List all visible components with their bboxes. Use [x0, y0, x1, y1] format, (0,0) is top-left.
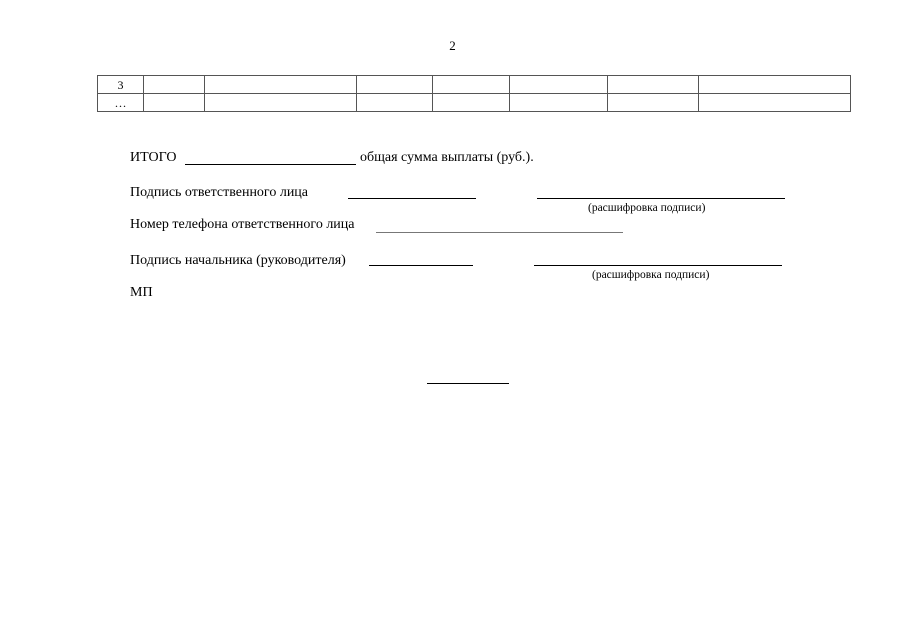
- payments-table: [97, 75, 851, 112]
- total-amount-field[interactable]: [185, 164, 356, 165]
- responsible-decoding-field[interactable]: [537, 198, 785, 199]
- responsible-signature-label: Подпись ответственного лица: [130, 185, 309, 200]
- table-cell: [205, 76, 357, 94]
- chief-signature-label: Подпись начальника (руководителя): [130, 253, 346, 268]
- table-cell: [144, 94, 205, 112]
- chief-decoding-field[interactable]: [534, 265, 782, 266]
- table-cell: [699, 76, 851, 94]
- table-cell: [144, 76, 205, 94]
- table-cell: [699, 94, 851, 112]
- table-cell: [433, 76, 510, 94]
- phone-label: Номер телефона ответственного лица: [130, 217, 355, 232]
- table-cell: [608, 94, 699, 112]
- decoding-caption: (расшифровка подписи): [592, 269, 710, 281]
- table-row: [98, 94, 851, 112]
- end-separator: [427, 383, 509, 384]
- table-cell: [205, 94, 357, 112]
- total-suffix: общая сумма выплаты (руб.).: [360, 150, 534, 165]
- stamp-label: МП: [130, 285, 153, 300]
- table-cell: [510, 94, 608, 112]
- phone-field[interactable]: [376, 232, 623, 233]
- table-cell: 3: [98, 76, 144, 94]
- page-number: 2: [449, 38, 456, 53]
- table-cell: [433, 94, 510, 112]
- table-cell: [608, 76, 699, 94]
- table-cell: …: [98, 94, 144, 112]
- table-cell: [510, 76, 608, 94]
- table-row: [98, 76, 851, 94]
- chief-signature-field[interactable]: [369, 265, 473, 266]
- table-cell: [357, 76, 433, 94]
- responsible-signature-field[interactable]: [348, 198, 476, 199]
- decoding-caption: (расшифровка подписи): [588, 202, 706, 214]
- table-cell: [357, 94, 433, 112]
- total-label: ИТОГО: [130, 150, 177, 165]
